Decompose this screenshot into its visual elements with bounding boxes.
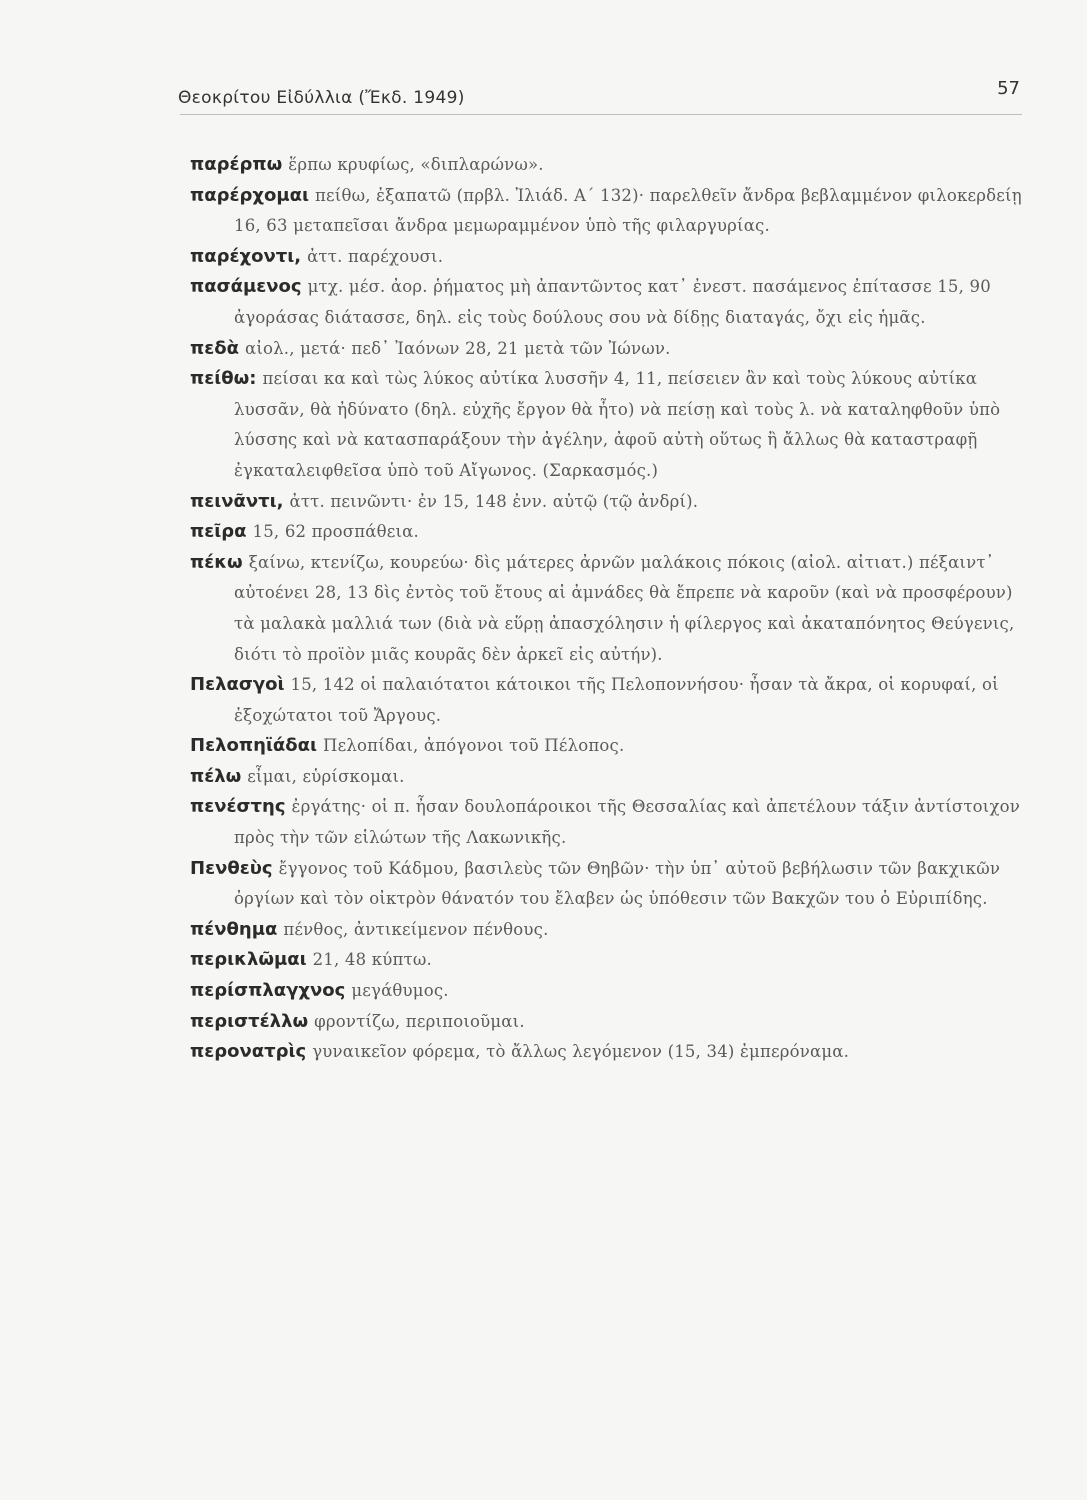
dictionary-entry	[190, 854, 1030, 915]
entry-gloss: ἕρπω κρυφίως, «διπλαρώνω».	[288, 155, 544, 174]
entry-gloss: φροντίζω, περιποιοῦμαι.	[314, 1011, 525, 1031]
dictionary-entry	[190, 487, 1030, 518]
dictionary-entry	[190, 242, 1030, 273]
dictionary-entry	[190, 762, 1030, 793]
dictionary-entry	[190, 334, 1030, 365]
entry-lemma: πεδὰ	[190, 337, 239, 359]
entry-gloss: ἀττ. παρέχουσι.	[307, 246, 444, 266]
entry-gloss: ἀττ. πεινῶντι· ἐν 15, 148 ἐνν. αὐτῷ (τῷ ἀνδρί).	[289, 491, 699, 511]
entry-gloss: ἐργάτης· οἱ π. ἦσαν δουλοπάροικοι τῆς Θεσσαλίας καὶ ἀπετέλουν τάξιν ἀντίστοιχον πρὸς τὴν τῶν εἱλώτων τῆς Λακωνικῆς.	[234, 797, 1021, 848]
entry-lemma: Πενθεὺς	[190, 857, 273, 879]
dictionary-entry	[190, 976, 1030, 1007]
entry-gloss: πένθος, ἀντικείμενον πένθους.	[283, 919, 549, 939]
entry-gloss: 15, 62 προσπάθεια.	[252, 522, 419, 542]
entry-lemma: περονατρὶς	[190, 1041, 307, 1063]
dictionary-entry	[190, 945, 1030, 976]
entry-gloss: ἔγγονος τοῦ Κάδμου, βασιλεὺς τῶν Θηβῶν· τὴν ὑπ᾽ αὐτοῦ βεβήλωσιν τῶν βακχικῶν ὀργίων καὶ τὸν οἰκτρὸν θάνατόν του ἔλαβεν ὡς ὑπόθεσιν τῶν Βακχῶν του ὁ Εὐριπίδης.	[234, 858, 1001, 909]
entry-gloss: πείθω, ἐξαπατῶ (πρβλ. Ἰλιάδ. Α΄ 132)· παρελθεῖν ἄνδρα βεβλαμμένον φιλοκερδείῃ 16, 63 μεταπεῖσαι ἄνδρα μεμωραμμένον ὑπὸ τῆς φιλαργυρίας.	[234, 185, 1022, 236]
dictionary-entry	[190, 670, 1030, 731]
entry-lemma: πέλω	[190, 765, 242, 787]
dictionary-entry	[190, 150, 1030, 181]
entry-lemma: πενέστης	[190, 796, 286, 818]
entry-lemma: περίσπλαγχνος	[190, 980, 346, 1002]
dictionary-entry	[190, 272, 1030, 333]
entry-lemma: περιστέλλω	[190, 1010, 309, 1032]
entry-lemma: παρέχοντι,	[190, 245, 302, 267]
entry-gloss: Πελοπίδαι, ἀπόγονοι τοῦ Πέλοπος.	[323, 736, 625, 756]
dictionary-entry	[190, 517, 1030, 548]
dictionary-entry	[190, 792, 1030, 853]
running-header	[178, 78, 1020, 116]
entry-lemma: Πελοπηϊάδαι	[190, 735, 318, 757]
entry-gloss: μεγάθυμος.	[351, 981, 449, 1001]
entry-lemma: πείθω:	[190, 368, 257, 390]
entry-gloss: γυναικεῖον φόρεμα, τὸ ἄλλως λεγόμενον (15, 34) ἐμπερόναμα.	[312, 1042, 850, 1062]
entry-gloss: ξαίνω, κτενίζω, κουρεύω· δὶς μάτερες ἀρνῶν μαλάκοις πόκοις (αἰολ. αἰτιατ.) πέξαιντ᾽ αὐτοένει 28, 13 δὶς ἐντὸς τοῦ ἔτους αἱ ἀμνάδες θὰ ἔπρεπε νὰ καροῦν (καὶ νὰ προσφέρουν) τὰ μαλακὰ μαλλιά των (διὰ νὰ εὕρῃ ἀπασχόλησιν ἡ φίλεργος καὶ ἀκαταπόνητος Θεύγενις, διότι τὸ προϊὸν μιᾶς κουρᾶς δὲν ἀρκεῖ εἰς αὐτήν).	[234, 552, 1015, 664]
entry-lemma: Πελασγοὶ	[190, 674, 285, 696]
dictionary-entry	[190, 731, 1030, 762]
dictionary-entry	[190, 548, 1030, 670]
entry-list	[190, 150, 1030, 1068]
dictionary-entry	[190, 181, 1030, 242]
entry-gloss: πείσαι κα καὶ τὼς λύκος αὐτίκα λυσσῆν 4, 11, πείσειεν ἂν καὶ τοὺς λύκους αὐτίκα λυσσᾶν, θὰ ἠδύνατο (δηλ. εὐχῆς ἔργον θὰ ἦτο) νὰ πείσῃ καὶ τοὺς λ. νὰ καταληφθοῦν ὑπὸ λύσσης καὶ νὰ κατασπαράξουν τὴν ἀγέλην, ἀφοῦ αὐτὴ οὕτως ἢ ἄλλως θὰ καταστραφῇ ἐγκαταλειφθεῖσα ὑπὸ τοῦ Αἴγωνος. (Σαρκασμός.)	[234, 369, 1001, 480]
entry-lemma: πασάμενος	[190, 276, 302, 298]
header-title: Θεοκρίτου Εἰδύλλια (Ἔκδ. 1949)	[178, 88, 465, 108]
header-rule	[180, 114, 1022, 115]
entry-gloss: εἶμαι, εὑρίσκομαι.	[247, 766, 405, 786]
entry-gloss: μτχ. μέσ. ἀορ. ῥήματος μὴ ἀπαντῶντος κατ᾽ ἐνεστ. πασάμενος ἐπίτασσε 15, 90 ἀγοράσας διάτασσε, δηλ. εἰς τοὺς δούλους σου νὰ δίδῃς διαταγάς, ὄχι εἰς ἡμᾶς.	[234, 277, 991, 327]
entry-lemma: πεῖρα	[190, 521, 247, 543]
entry-lemma: πέκω	[190, 551, 243, 573]
entry-gloss: αἰολ., μετά· πεδ᾽ Ἰαόνων 28, 21 μετὰ τῶν Ἰώνων.	[245, 338, 671, 358]
entry-lemma: πένθημα	[190, 918, 278, 940]
entry-gloss: 15, 142 οἱ παλαιότατοι κάτοικοι τῆς Πελοποννήσου· ἦσαν τὰ ἄκρα, οἱ κορυφαί, οἱ ἐξοχώτατοι τοῦ Ἄργους.	[234, 675, 999, 725]
entry-lemma: παρέρπω	[190, 154, 283, 175]
entry-lemma: περικλῶμαι	[190, 949, 307, 971]
dictionary-entry	[190, 1037, 1030, 1068]
entry-gloss: 21, 48 κύπτω.	[312, 950, 432, 970]
dictionary-entry	[190, 1007, 1030, 1038]
dictionary-entry	[190, 364, 1030, 486]
page-number: 57	[997, 78, 1020, 99]
entry-lemma: παρέρχομαι	[190, 184, 309, 206]
dictionary-entry	[190, 915, 1030, 946]
entry-lemma: πεινᾶντι,	[190, 490, 284, 512]
